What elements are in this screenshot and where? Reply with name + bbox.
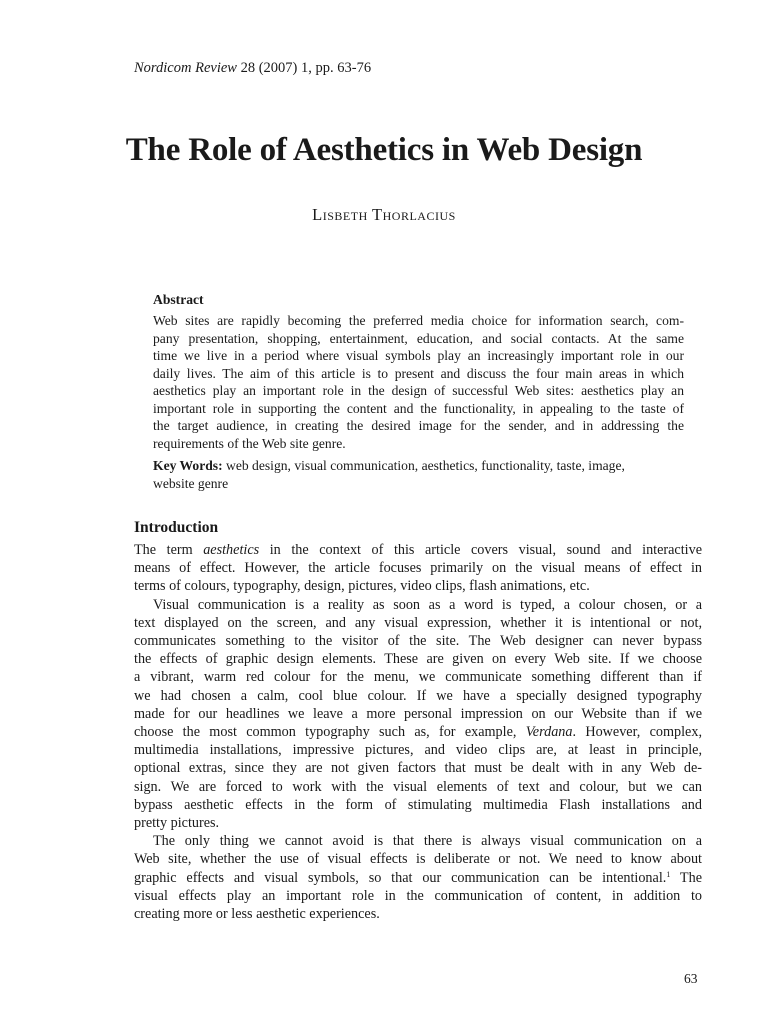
journal-header xyxy=(134,58,371,78)
paragraph-line: the effects of graphic design elements. These are given on every Web site. If we choose xyxy=(134,651,702,668)
paragraph-line: creating more or less aesthetic experiences. xyxy=(134,906,380,923)
text-run: choose the most common typography such as, for example, xyxy=(134,724,526,741)
text-run: graphic effects and visual symbols, so that our communication can be intentional. xyxy=(134,869,667,886)
emphasis: aesthetics xyxy=(203,542,260,558)
paragraph-line: communicates something to the visitor of the site. The Web designer can never bypass xyxy=(134,633,702,650)
text-run: in the context of this article covers visual, sound and interactive xyxy=(259,542,702,558)
abstract-line: daily lives. The aim of this article is to present and discuss the four main areas in which xyxy=(153,365,684,381)
keywords-line xyxy=(153,457,684,475)
footnote-marker[interactable]: 1 xyxy=(666,869,671,879)
author-name: Lisbeth Thorlacius xyxy=(312,205,456,224)
paragraph-line xyxy=(134,541,702,559)
paragraph xyxy=(134,541,702,596)
paragraph xyxy=(134,832,702,923)
paragraph-line: bypass aesthetic effects in the form of stimulating multimedia Flash installations and xyxy=(134,796,702,813)
keywords-line: website genre xyxy=(153,475,229,491)
page-number: 63 xyxy=(684,971,698,986)
abstract-heading: Abstract xyxy=(153,292,204,307)
paragraph-line: a vibrant, warm red colour for the menu, we communicate something different than if xyxy=(134,669,702,686)
abstract-line: pany presentation, shopping, entertainment, education, and social contacts. At the same xyxy=(153,330,684,346)
paragraph xyxy=(134,596,702,833)
paragraph-line: The only thing we cannot avoid is that there is always visual communication on a xyxy=(153,833,702,850)
paragraph-line: sign. We are forced to work with the visual elements of text and colour, but we can xyxy=(134,778,702,795)
keywords xyxy=(153,457,684,492)
paragraph-line: Web site, whether the use of visual effects is deliberate or not. We need to know about xyxy=(134,851,702,868)
abstract-line: Web sites are rapidly becoming the preferred media choice for information search, com- xyxy=(153,313,684,328)
paragraph-line: visual effects play an important role in the communication of content, in addition to xyxy=(134,887,702,904)
journal-citation: 28 (2007) 1, pp. 63-76 xyxy=(236,60,372,76)
abstract-body xyxy=(153,312,684,452)
abstract-line: important role in supporting the content and the functionality, in appealing to the taste of xyxy=(153,400,684,416)
keywords-label: Key Words: xyxy=(153,458,223,473)
introduction-section xyxy=(134,518,702,923)
paragraph-line: multimedia installations, impressive pictures, and video clips are, at least in principle, xyxy=(134,742,702,759)
paragraph-line: text displayed on the screen, and any visual expression, whether it is intentional or not, xyxy=(134,614,702,631)
paragraph-line: pretty pictures. xyxy=(134,815,220,832)
paragraph-line: made for our headlines we leave a more personal impression on our Website than if we xyxy=(134,705,702,722)
abstract-line: requirements of the Web site genre. xyxy=(153,435,346,451)
keywords-text: web design, visual communication, aesthetics, functionality, taste, image, xyxy=(222,458,625,473)
abstract-line: time we live in a period where visual symbols play an increasingly important role in our xyxy=(153,348,684,363)
text-run: . However, complex, xyxy=(572,724,702,741)
paragraph-line: Visual communication is a reality as soon as a word is typed, a colour chosen, or a xyxy=(153,596,702,613)
text-run: The xyxy=(670,869,702,886)
section-heading: Introduction xyxy=(134,519,219,536)
paragraph-line: optional extras, since they are not given factors that must be dealt with in any Web de- xyxy=(134,760,702,777)
paragraph-line xyxy=(134,869,702,887)
abstract-line: the target audience, in creating the desired image for the sender, and in addressing the xyxy=(153,418,684,433)
journal-name: Nordicom Review xyxy=(134,60,237,76)
emphasis: Verdana xyxy=(525,724,573,741)
text-run: The term xyxy=(134,542,204,558)
paragraph-line xyxy=(134,723,702,741)
paragraph-line: means of effect. However, the article focuses primarily on the visual means of effect in xyxy=(134,560,702,577)
abstract-section xyxy=(153,290,684,492)
article-title: The Role of Aesthetics in Web Design xyxy=(125,132,643,168)
paragraph-line: terms of colours, typography, design, pictures, video clips, flash animations, etc. xyxy=(134,578,590,595)
abstract-line: aesthetics play an important role in the design of successful Web sites: aesthetics play an xyxy=(153,383,684,398)
paragraph-line: we had chosen a calm, cool blue colour. If we have a specially designed typography xyxy=(134,687,702,704)
